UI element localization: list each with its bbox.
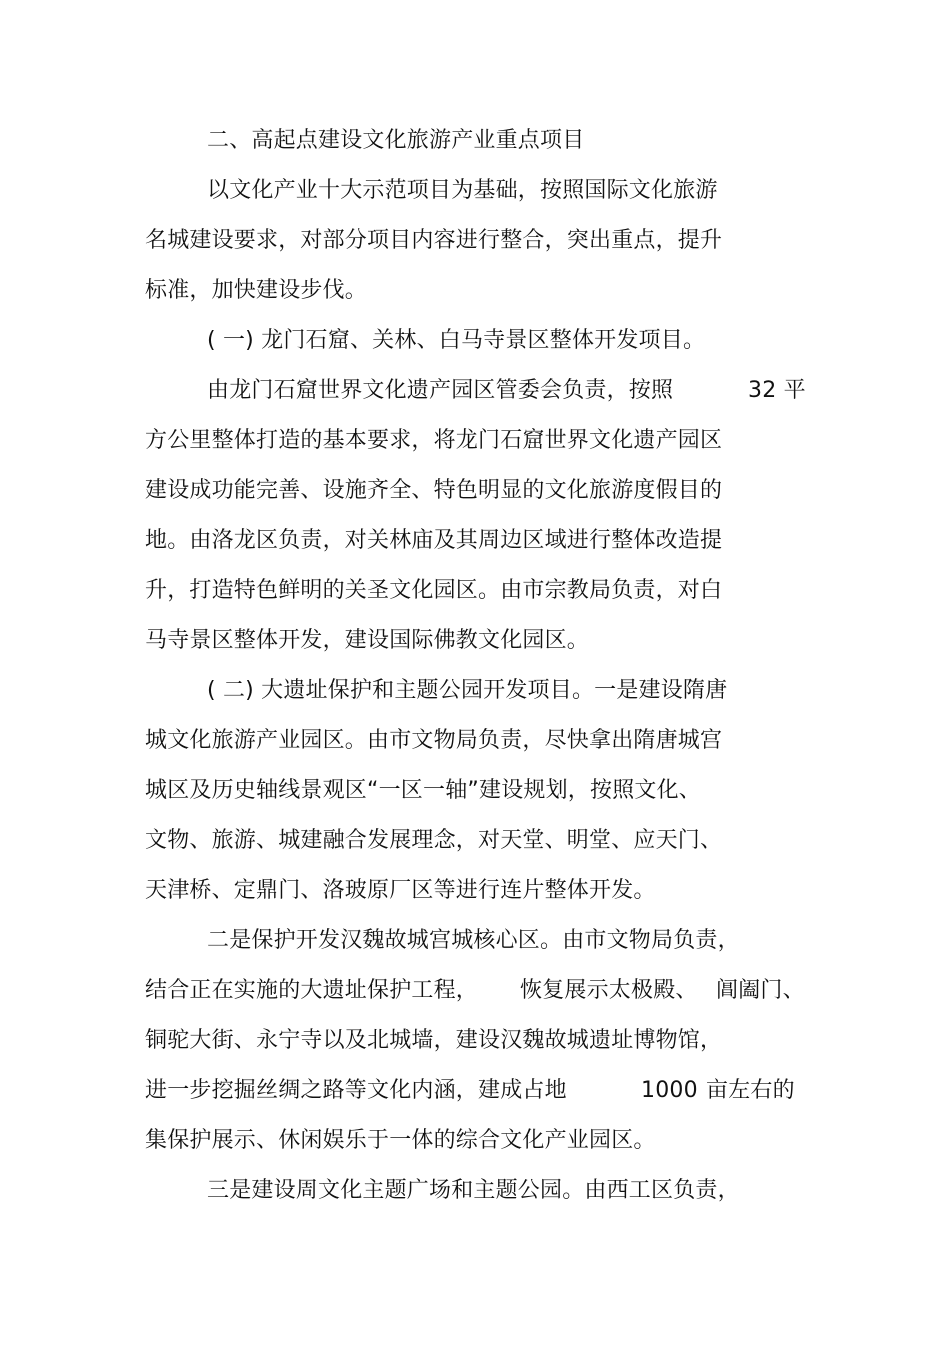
- paragraph-line: 天津桥、定鼎门、洛玻原厂区等进行连片整体开发。: [145, 878, 656, 903]
- paragraph-line: 城文化旅游产业园区。由市文物局负责，尽快拿出隋唐城宫: [145, 728, 723, 753]
- paragraph-line: 方公里整体打造的基本要求，将龙门石窟世界文化遗产园区: [145, 428, 723, 453]
- paragraph-line: 城区及历史轴线景观区“一区一轴”建设规划，按照文化、: [145, 778, 701, 803]
- paragraph-line: 集保护展示、休闲娱乐于一体的综合文化产业园区。: [145, 1128, 656, 1153]
- paragraph-line: 建设成功能完善、设施齐全、特色明显的文化旅游度假目的: [145, 478, 723, 503]
- paragraph-line: 由龙门石窟世界文化遗产园区管委会负责，按照: [207, 378, 674, 403]
- paragraph-line-segment: 亩左右的: [706, 1078, 795, 1103]
- paragraph-line: 升，打造特色鲜明的关圣文化园区。由市宗教局负责，对白: [145, 578, 723, 603]
- paragraph-line: 铜驼大街、永宁寺以及北城墙，建设汉魏故城遗址博物馆，: [145, 1028, 723, 1053]
- paragraph-line: 标准，加快建设步伐。: [145, 278, 368, 303]
- paragraph-line: 文物、旅游、城建融合发展理念，对天堂、明堂、应天门、: [145, 828, 723, 853]
- section-heading: 二、高起点建设文化旅游产业重点项目: [207, 128, 585, 153]
- paragraph-line-segment: 阊阖门、: [716, 978, 805, 1003]
- subsection-heading: ( 一) 龙门石窟、关林、白马寺景区整体开发项目。: [207, 328, 706, 353]
- paragraph-line-tail: 32 平: [748, 378, 806, 403]
- paragraph-line: 进一步挖掘丝绸之路等文化内涵，建成占地: [145, 1078, 567, 1103]
- paragraph-line: 结合正在实施的大遗址保护工程，: [145, 978, 479, 1003]
- paragraph-line: 以文化产业十大示范项目为基础，按照国际文化旅游: [207, 178, 718, 203]
- paragraph-line: 名城建设要求，对部分项目内容进行整合，突出重点，提升: [145, 228, 723, 253]
- paragraph-line-segment: 恢复展示太极殿、: [520, 978, 698, 1003]
- paragraph-line-number: 1000: [641, 1078, 698, 1103]
- paragraph-line: 二是保护开发汉魏故城宫城核心区。由市文物局负责，: [207, 928, 740, 953]
- paragraph-line: 地。由洛龙区负责，对关林庙及其周边区域进行整体改造提: [145, 528, 723, 553]
- paragraph-line: 马寺景区整体开发，建设国际佛教文化园区。: [145, 628, 590, 653]
- subsection-heading: ( 二) 大遗址保护和主题公园开发项目。一是建设隋唐: [207, 678, 728, 703]
- paragraph-line: 三是建设周文化主题广场和主题公园。由西工区负责，: [207, 1178, 740, 1203]
